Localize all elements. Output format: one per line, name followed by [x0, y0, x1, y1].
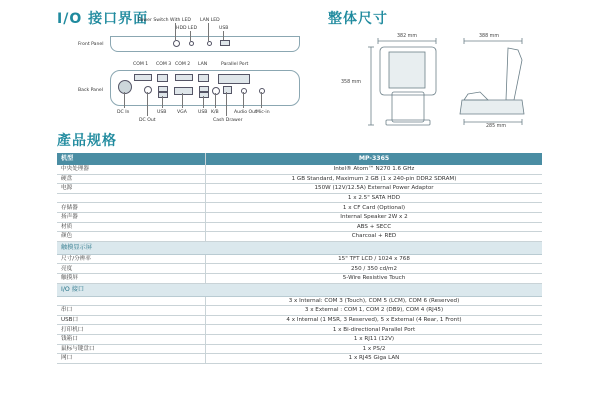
- spec-key: 硬盘: [57, 174, 206, 184]
- audio-out-label: Audio Out: [234, 110, 257, 115]
- usb1-label: USB: [157, 110, 167, 115]
- spec-header-value: MP-3365: [206, 153, 543, 165]
- hdd-led-label: HDD LED: [176, 26, 197, 31]
- vga-label: VGA: [177, 110, 187, 115]
- spec-row: [57, 193, 542, 203]
- spec-row: [57, 203, 542, 213]
- spec-key: 颜色: [57, 232, 206, 242]
- spec-section-title: 產品规格: [57, 133, 117, 149]
- dim-width: 382 mm: [397, 34, 418, 39]
- com3-label: COM 3: [156, 62, 172, 67]
- com1-port: [134, 74, 152, 81]
- spec-row: [57, 325, 542, 335]
- spec-value: 5-Wire Resistive Touch: [206, 273, 543, 283]
- section-touch-display: 触摸显示屏: [57, 241, 542, 254]
- usb2-label: USB: [198, 110, 208, 115]
- audio-out-icon: [241, 88, 247, 94]
- spec-row: [57, 334, 542, 344]
- spec-value: ABS + SECC: [206, 222, 543, 232]
- parallel-port: [218, 74, 250, 84]
- spec-row: [57, 306, 542, 316]
- power-switch-label: Power Switch With LED: [138, 18, 191, 23]
- spec-row: [57, 344, 542, 354]
- com2-port: [175, 74, 193, 81]
- dim-depth-top: 388 mm: [479, 34, 500, 39]
- spec-row: [57, 174, 542, 184]
- spec-value: 250 / 350 cd/m2: [206, 264, 543, 274]
- spec-key: 网口: [57, 354, 206, 364]
- kb-label: K/B: [211, 110, 219, 115]
- com1-label: COM 1: [133, 62, 149, 67]
- lan-label: LAN: [198, 62, 208, 67]
- spec-value: Intel® Atom™ N270 1.6 GHz: [206, 165, 543, 174]
- spec-key: 亮度: [57, 264, 206, 274]
- spec-value: 1 x CF Card (Optional): [206, 203, 543, 213]
- spec-table: [57, 153, 542, 364]
- spec-row: [57, 222, 542, 232]
- mic-in-icon: [259, 88, 265, 94]
- lan-port: [198, 74, 209, 82]
- spec-value: 1 GB Standard, Maximum 2 GB (1 x 240-pin DDR2 SDRAM): [206, 174, 543, 184]
- back-panel-label: Back Panel: [78, 88, 104, 93]
- spec-row: [57, 315, 542, 325]
- spec-value: Internal Speaker 2W x 2: [206, 212, 543, 222]
- dc-in-label: DC In: [117, 110, 130, 115]
- spec-key: 扬声器: [57, 212, 206, 222]
- spec-value: 1 x 2.5" SATA HDD: [206, 193, 543, 203]
- lan-led-icon: [207, 41, 212, 46]
- spec-value: Charcoal + RED: [206, 232, 543, 242]
- dc-in-icon: [118, 80, 132, 94]
- lan-led-label: LAN LED: [200, 18, 220, 23]
- spec-row: [57, 264, 542, 274]
- front-usb-label: USB: [219, 26, 229, 31]
- spec-row: [57, 354, 542, 364]
- com2-label: COM 2: [175, 62, 191, 67]
- spec-row: [57, 184, 542, 194]
- spec-value: 4 x Internal (1 MSR, 3 Reserved), 5 x External (4 Rear, 1 Front): [206, 315, 543, 325]
- front-panel-label: Front Panel: [78, 42, 104, 47]
- cash-drawer-port: [223, 86, 232, 94]
- usb2b-port: [199, 92, 209, 98]
- front-panel: [110, 36, 300, 52]
- dc-out-label: DC Out: [139, 118, 156, 123]
- spec-key: 打印机口: [57, 325, 206, 335]
- section-io: I/O 接口: [57, 283, 542, 296]
- spec-value: 3 x Internal: COM 3 (Touch), COM 5 (LCM), COM 6 (Reserved): [206, 296, 543, 306]
- spec-key: [57, 193, 206, 203]
- dim-height: 358 mm: [341, 80, 362, 85]
- spec-row: [57, 254, 542, 264]
- io-section-title: I/O 接口界面: [57, 11, 149, 27]
- spec-key: 触摸屏: [57, 273, 206, 283]
- spec-row: [57, 212, 542, 222]
- spec-value: 1 x Bi-directional Parallel Port: [206, 325, 543, 335]
- cash-drawer-label: Cash Drawer: [213, 118, 243, 123]
- spec-key: 尺寸/分辨率: [57, 254, 206, 264]
- spec-key: 材质: [57, 222, 206, 232]
- usb1b-port: [158, 92, 168, 98]
- spec-value: 15" TFT LCD / 1024 x 768: [206, 254, 543, 264]
- spec-row: [57, 273, 542, 283]
- spec-value: 1 x RJ11 (12V): [206, 334, 543, 344]
- com3-port: [157, 74, 168, 82]
- spec-header-key: 机型: [57, 153, 206, 165]
- spec-key: 电源: [57, 184, 206, 194]
- spec-value: 3 x External : COM 1, COM 2 (DB9), COM 4 (RJ45): [206, 306, 543, 316]
- spec-value: 150W (12V/12.5A) External Power Adaptor: [206, 184, 543, 194]
- dc-out-icon: [144, 86, 152, 94]
- spec-key: 钱箱口: [57, 334, 206, 344]
- dimension-drawing: [358, 34, 538, 134]
- spec-key: USB口: [57, 315, 206, 325]
- spec-key: 鼠标与键盘口: [57, 344, 206, 354]
- spec-key: [57, 296, 206, 306]
- spec-value: 1 x RJ45 Giga LAN: [206, 354, 543, 364]
- front-usb-port: [220, 40, 230, 46]
- spec-row: [57, 232, 542, 242]
- spec-value: 1 x PS/2: [206, 344, 543, 354]
- spec-key: 串口: [57, 306, 206, 316]
- hdd-led-icon: [189, 41, 194, 46]
- mic-in-label: Mic-in: [256, 110, 270, 115]
- spec-key: 中央处理器: [57, 165, 206, 174]
- dim-base: 285 mm: [486, 124, 507, 129]
- vga-port: [174, 87, 193, 95]
- spec-row: [57, 165, 542, 174]
- kb-port-icon: [212, 87, 220, 95]
- dimensions-section-title: 整体尺寸: [328, 11, 388, 27]
- spec-row: [57, 296, 542, 306]
- parallel-port-label: Parallel Port: [221, 62, 249, 67]
- power-switch-icon: [173, 40, 180, 47]
- spec-key: 存储器: [57, 203, 206, 213]
